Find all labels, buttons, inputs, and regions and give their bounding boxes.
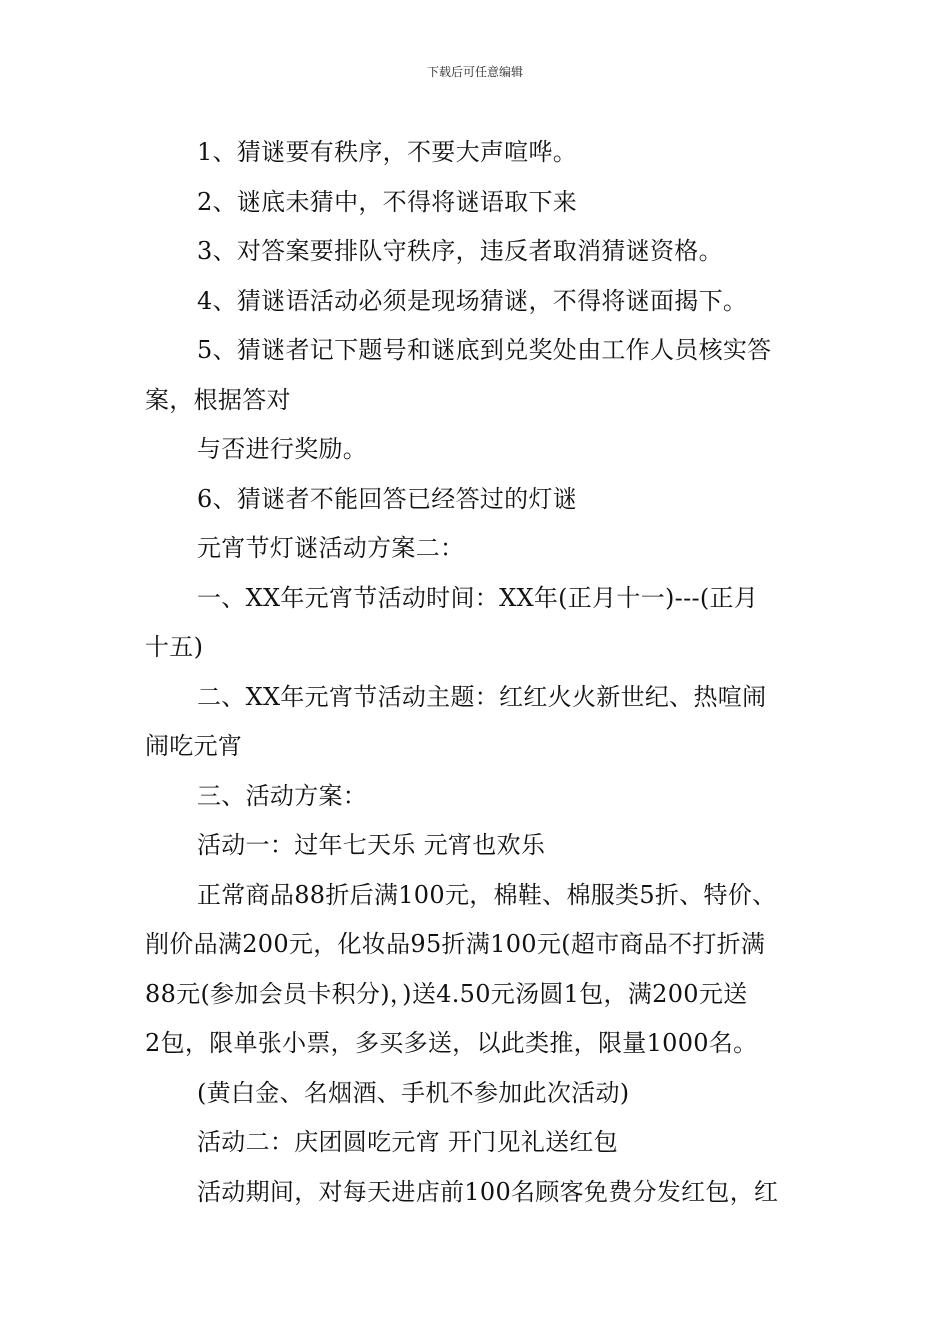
- text-line: 88元(参加会员卡积分)，)送4.50元汤圆1包，满200元送: [145, 979, 748, 1008]
- text-line: 二、XX年元宵节活动主题：红红火火新世纪、热喧闹: [197, 682, 767, 711]
- text-line: 5、猜谜者记下题号和谜底到兑奖处由工作人员核实答: [197, 336, 772, 364]
- text-line: 2、谜底未猜中，不得将谜语取下来: [197, 187, 578, 216]
- text-line: 案，根据答对: [145, 385, 291, 414]
- text-line: 活动一：过年七天乐 元宵也欢乐: [197, 831, 546, 859]
- text-line: 活动期间，对每天进店前100名顾客免费分发红包，红: [197, 1177, 779, 1206]
- text-line: 正常商品88折后满100元，棉鞋、棉服类5折、特价、: [197, 880, 777, 909]
- text-line: 3、对答案要排队守秩序，违反者取消猜谜资格。: [197, 237, 723, 265]
- document-body: [145, 128, 825, 1217]
- text-line: 闹吃元宵: [145, 732, 243, 760]
- text-line: (黄白金、名烟酒、手机不参加此次活动): [197, 1078, 630, 1107]
- text-line: 活动二：庆团圆吃元宵 开门见礼送红包: [197, 1128, 619, 1156]
- text-line: 6、猜谜者不能回答已经答过的灯谜: [197, 484, 578, 513]
- text-line: 2包，限单张小票，多买多送，以此类推，限量1000名。: [145, 1029, 758, 1057]
- text-line: 三、活动方案：: [197, 781, 368, 810]
- text-line: 与否进行奖励。: [197, 435, 368, 463]
- text-line: 1、猜谜要有秩序，不要大声喧哗。: [197, 138, 578, 166]
- page-header-note: 下载后可任意编辑: [426, 65, 523, 79]
- text-line: 削价品满200元，化妆品95折满100元(超市商品不打折满: [145, 930, 766, 958]
- text-line: 一、XX年元宵节活动时间：XX年(正月十一)---(正月: [197, 583, 759, 612]
- section-heading: 元宵节灯谜活动方案二：: [197, 534, 465, 562]
- text-line: 十五): [145, 633, 204, 661]
- text-line: 4、猜谜语活动必须是现场猜谜，不得将谜面揭下。: [197, 286, 748, 315]
